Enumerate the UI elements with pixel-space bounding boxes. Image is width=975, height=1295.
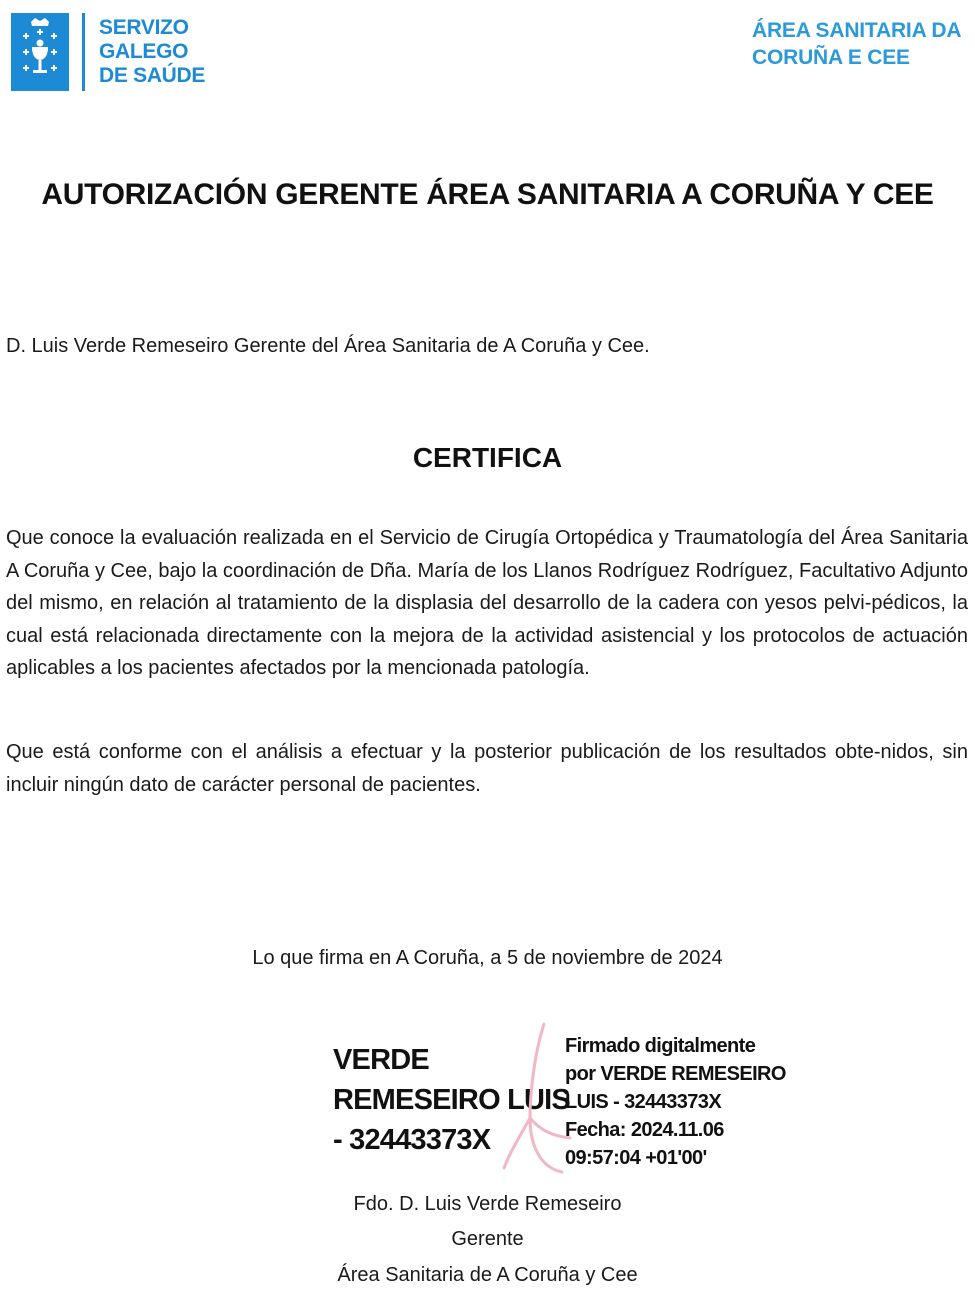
logo-divider xyxy=(82,13,85,91)
signer-role: Gerente xyxy=(451,1228,524,1250)
document-title: AUTORIZACIÓN GERENTE ÁREA SANITARIA A CORUÑA Y CEE xyxy=(41,178,934,211)
area-line: ÁREA SANITARIA DA xyxy=(752,19,962,42)
place-date: Lo que firma en A Coruña, a 5 de noviembre de 2024 xyxy=(252,947,723,969)
signature-detail-line: Firmado digitalmente xyxy=(565,1035,756,1057)
paragraph-conformity: Que está conforme con el análisis a efectuar y la posterior publicación de los resultados obte-nidos, sin incluir ningún dato de carácter personal de pacientes. xyxy=(6,741,968,796)
signature-details xyxy=(565,1032,786,1172)
signature-name-line: VERDE xyxy=(333,1044,429,1076)
signature-detail-line: 09:57:04 +01'00' xyxy=(565,1147,707,1169)
signature-mark-icon xyxy=(500,1018,575,1176)
intro-line: D. Luis Verde Remeseiro Gerente del Área Sanitaria de A Coruña y Cee. xyxy=(6,335,650,357)
signature-name-line: - 32443373X xyxy=(333,1124,491,1156)
signer-organization: Área Sanitaria de A Coruña y Cee xyxy=(337,1264,638,1286)
galicia-emblem-icon xyxy=(11,13,69,91)
signature-detail-line: por VERDE REMESEIRO xyxy=(565,1063,786,1085)
signature-detail-line: LUIS - 32443373X xyxy=(565,1091,722,1113)
signature-detail-line: Fecha: 2024.11.06 xyxy=(565,1119,724,1141)
logo-line: DE SAÚDE xyxy=(99,64,206,87)
logo-line: GALEGO xyxy=(99,40,189,63)
certifica-heading: CERTIFICA xyxy=(412,442,563,473)
area-sanitaria-label xyxy=(752,17,961,71)
signer-name: Fdo. D. Luis Verde Remeseiro xyxy=(353,1193,622,1215)
paragraph-evaluation: Que conoce la evaluación realizada en el Servicio de Cirugía Ortopédica y Traumatología del Área Sanitaria A Coruña y Cee, bajo la coordinación de Dña. María de los Llanos Rodríguez Rodríguez, Facultativo Adjunto del mismo, en relación al tratamiento de la displasia del desarrollo de la cadera con yesos pelvi-pédicos, la cual está relacionada directamente con la mejora de la actividad asistencial y los protocolos de actuación aplicables a los pacientes afectados por la mencionada patología. xyxy=(6,527,968,680)
signature-name-line: REMESEIRO LUIS xyxy=(333,1084,570,1116)
sergas-logo xyxy=(11,13,69,91)
logo-line: SERVIZO xyxy=(99,16,189,39)
area-line: CORUÑA E CEE xyxy=(752,46,910,69)
sergas-wordmark xyxy=(99,16,205,88)
